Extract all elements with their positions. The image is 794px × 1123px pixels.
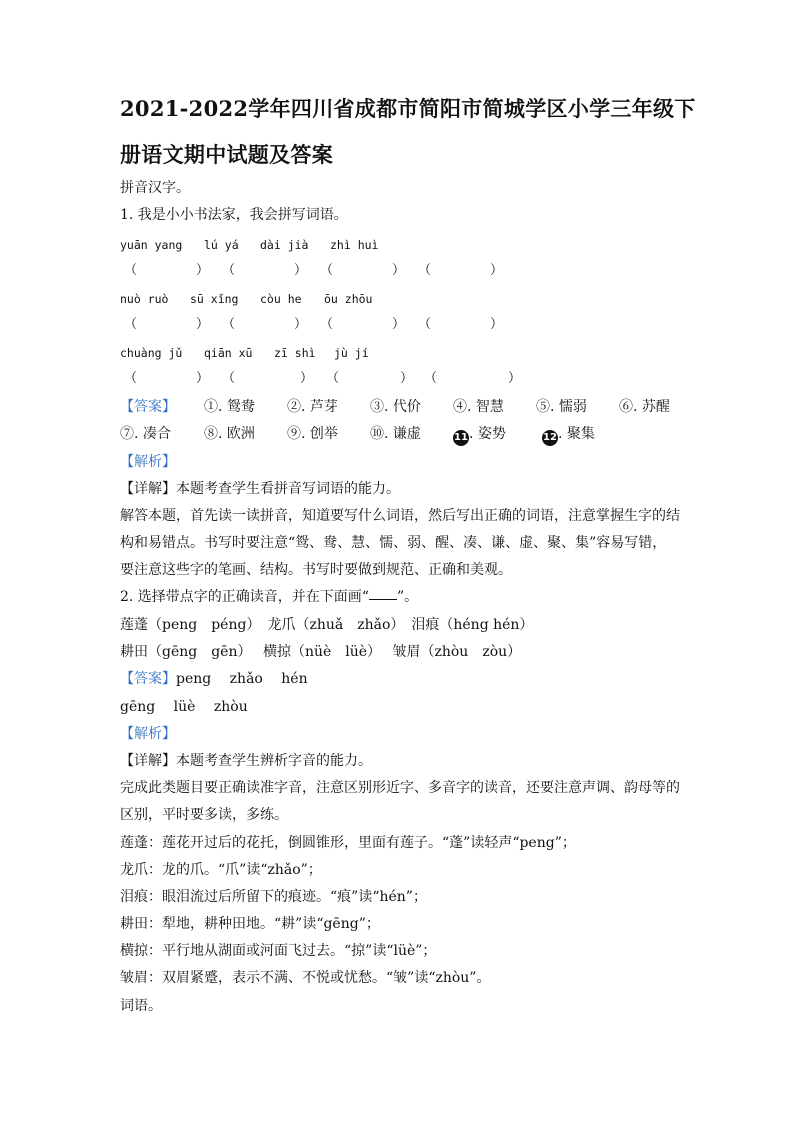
answer-blank-open: （ bbox=[124, 371, 138, 386]
answer-blank-close: ） bbox=[196, 371, 210, 386]
answer-blank-close: ） bbox=[196, 317, 210, 332]
answer-item: ①. 鸳鸯 bbox=[204, 399, 255, 415]
answer-blank-close: ） bbox=[392, 317, 406, 332]
answer-blank-open: （ bbox=[222, 263, 236, 278]
answer-blank-close: ） bbox=[508, 371, 522, 386]
answer-item: ⑨. 创举 bbox=[287, 426, 338, 442]
explanation-item: 横掠：平行地从湖面或河面飞过去。“掠”读“lüè”； bbox=[120, 943, 437, 959]
answer-item: ③. 代价 bbox=[370, 399, 421, 415]
answer-item: ⑥. 苏醒 bbox=[619, 399, 670, 415]
pinyin-item: ōu zhōu bbox=[324, 292, 373, 306]
analysis-label: 【解析】 bbox=[120, 726, 176, 742]
explanation-item: 耕田：犁地，耕种田地。“耕”读“gēng”； bbox=[120, 916, 380, 932]
section-heading: 词语。 bbox=[120, 998, 162, 1014]
answer-blank-open: （ bbox=[326, 371, 340, 386]
answer-blank-close: ） bbox=[294, 317, 308, 332]
answer-blank-open: （ bbox=[424, 371, 438, 386]
answer-item: ⑧. 欧洲 bbox=[204, 426, 255, 442]
pinyin-item: sū xǐng bbox=[190, 292, 239, 306]
pinyin-item: jù jí bbox=[334, 346, 369, 360]
pinyin-item: dài jià bbox=[260, 238, 309, 252]
answer-item: ⑤. 懦弱 bbox=[536, 399, 587, 415]
paragraph-line: 解答本题，首先读一读拼音，知道要写什么词语，然后写出正确的词语，注意掌握生字的结 bbox=[120, 508, 680, 524]
underline-mark bbox=[369, 589, 397, 600]
document-title-line1: 2021-2022学年四川省成都市简阳市简城学区小学三年级下 bbox=[120, 96, 696, 121]
paragraph-line: 区别，平时要多读，多练。 bbox=[120, 807, 288, 823]
answer-blank-close: ） bbox=[392, 263, 406, 278]
detail-line: 【详解】本题考查学生看拼音写词语的能力。 bbox=[120, 481, 400, 497]
answer-label: 【答案】 bbox=[120, 399, 176, 415]
answer-item: ②. 芦芽 bbox=[287, 399, 338, 415]
document-title-line2: 册语文期中试题及答案 bbox=[120, 142, 333, 167]
answer-blank-close: ） bbox=[400, 371, 414, 386]
answer-text: gēng lüè zhòu bbox=[120, 699, 248, 715]
explanation-item: 皱眉：双眉紧蹙，表示不满、不悦或忧愁。“皱”读“zhòu”。 bbox=[120, 970, 491, 986]
answer-blank-open: （ bbox=[320, 263, 334, 278]
detail-line: 【详解】本题考查学生辨析字音的能力。 bbox=[120, 753, 372, 769]
pinyin-item: zhì huì bbox=[330, 238, 379, 252]
answer-blank-close: ） bbox=[490, 317, 504, 332]
question-1-prompt: 1. 我是小小书法家，我会拼写词语。 bbox=[120, 207, 348, 223]
answer-blank-open: （ bbox=[124, 317, 138, 332]
pinyin-item: zī shì bbox=[274, 346, 316, 360]
circled-number: 12 bbox=[542, 430, 558, 446]
pronunciation-row: 莲蓬（peng péng） 龙爪（zhuǎ zhǎo） 泪痕（héng hén） bbox=[120, 617, 534, 633]
pinyin-item: yuān yang bbox=[120, 238, 183, 252]
answer-blank-open: （ bbox=[418, 317, 432, 332]
pinyin-item: qiān xū bbox=[204, 346, 253, 360]
answer-row bbox=[120, 671, 308, 687]
question-2-prompt: 2. 选择带点字的正确读音，并在下面画“ ”。 bbox=[120, 589, 419, 605]
answer-item: ⑩. 谦虚 bbox=[370, 426, 421, 442]
pinyin-item: còu he bbox=[260, 292, 302, 306]
explanation-item: 龙爪：龙的爪。“爪”读“zhǎo”； bbox=[120, 862, 322, 878]
answer-row bbox=[120, 399, 176, 415]
analysis-label: 【解析】 bbox=[120, 454, 176, 470]
explanation-item: 莲蓬：莲花开过后的花托，倒圆锥形，里面有莲子。“蓬”读轻声“peng”； bbox=[120, 835, 576, 851]
explanation-item: 泪痕：眼泪流过后所留下的痕迹。“痕”读“hén”； bbox=[120, 889, 427, 905]
answer-blank-close: ） bbox=[490, 263, 504, 278]
answer-blank-open: （ bbox=[124, 263, 138, 278]
answer-label: 【答案】 bbox=[120, 671, 176, 687]
answer-item: 12. 聚集 bbox=[542, 426, 595, 446]
pinyin-item: lú yá bbox=[204, 238, 239, 252]
pinyin-item: nuò ruò bbox=[120, 292, 169, 306]
answer-blank-open: （ bbox=[418, 263, 432, 278]
answer-blank-close: ） bbox=[294, 263, 308, 278]
pinyin-item: chuàng jǔ bbox=[120, 346, 183, 360]
answer-blank-close: ） bbox=[196, 263, 210, 278]
circled-number: 11 bbox=[453, 430, 469, 446]
answer-item: ④. 智慧 bbox=[453, 399, 504, 415]
answer-blank-open: （ bbox=[222, 371, 236, 386]
paragraph-line: 要注意这些字的笔画、结构。书写时要做到规范、正确和美观。 bbox=[120, 562, 512, 578]
answer-item: ⑦. 凑合 bbox=[120, 426, 171, 442]
answer-blank-open: （ bbox=[320, 317, 334, 332]
answer-blank-open: （ bbox=[222, 317, 236, 332]
answer-blank-close: ） bbox=[300, 371, 314, 386]
section-heading: 拼音汉字。 bbox=[120, 180, 190, 196]
paragraph-line: 构和易错点。书写时要注意“鸳、鸯、慧、懦、弱、醒、凑、谦、虚、聚、集”容易写错， bbox=[120, 535, 667, 551]
pronunciation-row: 耕田（gēng gēn） 横掠（nüè lüè） 皱眉（zhòu zòu） bbox=[120, 644, 522, 660]
paragraph-line: 完成此类题目要正确读准字音，注意区别形近字、多音字的读音，还要注意声调、韵母等的 bbox=[120, 780, 680, 796]
answer-text: peng zhǎo hén bbox=[176, 671, 308, 687]
answer-item: 11. 姿势 bbox=[453, 426, 506, 446]
